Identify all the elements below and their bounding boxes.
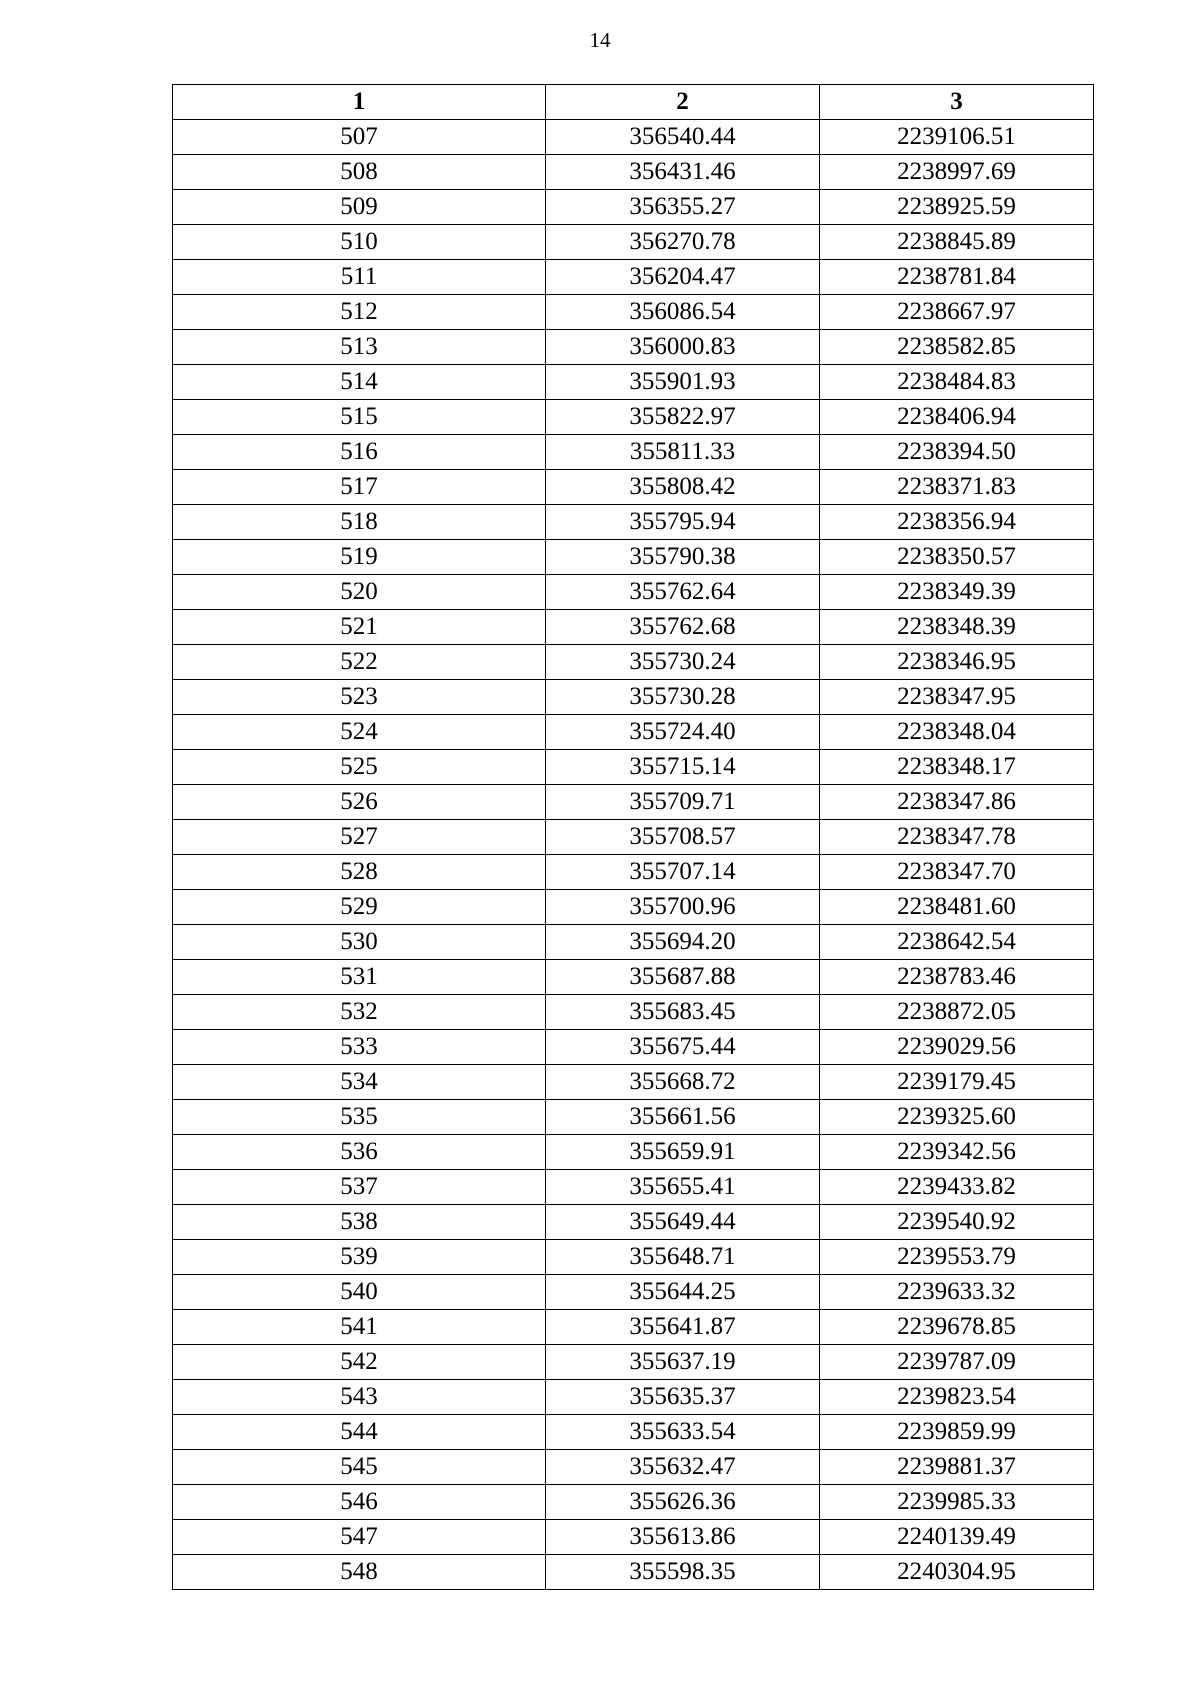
table-row bbox=[173, 1240, 1094, 1275]
y-coordinate-cell: 2238667.97 bbox=[820, 295, 1094, 330]
x-coordinate-cell: 355762.68 bbox=[546, 610, 820, 645]
y-coordinate-cell: 2239342.56 bbox=[820, 1135, 1094, 1170]
x-coordinate-cell: 355626.36 bbox=[546, 1485, 820, 1520]
y-coordinate-cell: 2238356.94 bbox=[820, 505, 1094, 540]
x-coordinate-cell: 355637.19 bbox=[546, 1345, 820, 1380]
table-row bbox=[173, 505, 1094, 540]
table-row bbox=[173, 715, 1094, 750]
table-row bbox=[173, 470, 1094, 505]
coordinates-table bbox=[172, 84, 1094, 1590]
point-number-cell: 546 bbox=[173, 1485, 546, 1520]
y-coordinate-cell: 2238347.70 bbox=[820, 855, 1094, 890]
x-coordinate-cell: 355655.41 bbox=[546, 1170, 820, 1205]
y-coordinate-cell: 2239540.92 bbox=[820, 1205, 1094, 1240]
x-coordinate-cell: 356086.54 bbox=[546, 295, 820, 330]
table-row bbox=[173, 960, 1094, 995]
table-row bbox=[173, 1135, 1094, 1170]
point-number-cell: 535 bbox=[173, 1100, 546, 1135]
table-row bbox=[173, 155, 1094, 190]
table-row bbox=[173, 1170, 1094, 1205]
point-number-cell: 547 bbox=[173, 1520, 546, 1555]
y-coordinate-cell: 2238582.85 bbox=[820, 330, 1094, 365]
point-number-cell: 539 bbox=[173, 1240, 546, 1275]
point-number-cell: 513 bbox=[173, 330, 546, 365]
x-coordinate-cell: 355790.38 bbox=[546, 540, 820, 575]
table-row bbox=[173, 540, 1094, 575]
x-coordinate-cell: 355724.40 bbox=[546, 715, 820, 750]
table-row bbox=[173, 645, 1094, 680]
x-coordinate-cell: 355709.71 bbox=[546, 785, 820, 820]
y-coordinate-cell: 2239881.37 bbox=[820, 1450, 1094, 1485]
y-coordinate-cell: 2240139.49 bbox=[820, 1520, 1094, 1555]
table-row bbox=[173, 365, 1094, 400]
point-number-cell: 520 bbox=[173, 575, 546, 610]
x-coordinate-cell: 355675.44 bbox=[546, 1030, 820, 1065]
y-coordinate-cell: 2239179.45 bbox=[820, 1065, 1094, 1100]
y-coordinate-cell: 2238347.95 bbox=[820, 680, 1094, 715]
y-coordinate-cell: 2238781.84 bbox=[820, 260, 1094, 295]
y-coordinate-cell: 2239106.51 bbox=[820, 120, 1094, 155]
y-coordinate-cell: 2238350.57 bbox=[820, 540, 1094, 575]
point-number-cell: 528 bbox=[173, 855, 546, 890]
table-row bbox=[173, 330, 1094, 365]
y-coordinate-cell: 2240304.95 bbox=[820, 1555, 1094, 1590]
table-row bbox=[173, 1555, 1094, 1590]
x-coordinate-cell: 355649.44 bbox=[546, 1205, 820, 1240]
y-coordinate-cell: 2238347.86 bbox=[820, 785, 1094, 820]
y-coordinate-cell: 2238406.94 bbox=[820, 400, 1094, 435]
point-number-cell: 538 bbox=[173, 1205, 546, 1240]
x-coordinate-cell: 355641.87 bbox=[546, 1310, 820, 1345]
y-coordinate-cell: 2238484.83 bbox=[820, 365, 1094, 400]
table-row bbox=[173, 1100, 1094, 1135]
x-coordinate-cell: 356540.44 bbox=[546, 120, 820, 155]
y-coordinate-cell: 2239553.79 bbox=[820, 1240, 1094, 1275]
x-coordinate-cell: 355661.56 bbox=[546, 1100, 820, 1135]
point-number-cell: 524 bbox=[173, 715, 546, 750]
table-row bbox=[173, 1345, 1094, 1380]
table-row bbox=[173, 785, 1094, 820]
x-coordinate-cell: 355762.64 bbox=[546, 575, 820, 610]
x-coordinate-cell: 355707.14 bbox=[546, 855, 820, 890]
column-header-2: 2 bbox=[546, 85, 820, 120]
x-coordinate-cell: 356431.46 bbox=[546, 155, 820, 190]
table-row bbox=[173, 890, 1094, 925]
point-number-cell: 518 bbox=[173, 505, 546, 540]
table-row bbox=[173, 295, 1094, 330]
table-row bbox=[173, 575, 1094, 610]
point-number-cell: 510 bbox=[173, 225, 546, 260]
y-coordinate-cell: 2238349.39 bbox=[820, 575, 1094, 610]
y-coordinate-cell: 2239029.56 bbox=[820, 1030, 1094, 1065]
point-number-cell: 522 bbox=[173, 645, 546, 680]
x-coordinate-cell: 355613.86 bbox=[546, 1520, 820, 1555]
point-number-cell: 531 bbox=[173, 960, 546, 995]
point-number-cell: 527 bbox=[173, 820, 546, 855]
point-number-cell: 525 bbox=[173, 750, 546, 785]
point-number-cell: 508 bbox=[173, 155, 546, 190]
table-row bbox=[173, 820, 1094, 855]
point-number-cell: 507 bbox=[173, 120, 546, 155]
x-coordinate-cell: 355668.72 bbox=[546, 1065, 820, 1100]
x-coordinate-cell: 356270.78 bbox=[546, 225, 820, 260]
point-number-cell: 532 bbox=[173, 995, 546, 1030]
x-coordinate-cell: 355811.33 bbox=[546, 435, 820, 470]
y-coordinate-cell: 2239787.09 bbox=[820, 1345, 1094, 1380]
x-coordinate-cell: 356355.27 bbox=[546, 190, 820, 225]
y-coordinate-cell: 2238783.46 bbox=[820, 960, 1094, 995]
point-number-cell: 516 bbox=[173, 435, 546, 470]
y-coordinate-cell: 2239859.99 bbox=[820, 1415, 1094, 1450]
table-row bbox=[173, 1415, 1094, 1450]
x-coordinate-cell: 355808.42 bbox=[546, 470, 820, 505]
table-row bbox=[173, 1205, 1094, 1240]
x-coordinate-cell: 355901.93 bbox=[546, 365, 820, 400]
point-number-cell: 543 bbox=[173, 1380, 546, 1415]
point-number-cell: 511 bbox=[173, 260, 546, 295]
table-row bbox=[173, 225, 1094, 260]
point-number-cell: 529 bbox=[173, 890, 546, 925]
x-coordinate-cell: 355648.71 bbox=[546, 1240, 820, 1275]
y-coordinate-cell: 2239325.60 bbox=[820, 1100, 1094, 1135]
x-coordinate-cell: 355659.91 bbox=[546, 1135, 820, 1170]
point-number-cell: 537 bbox=[173, 1170, 546, 1205]
table-row bbox=[173, 1275, 1094, 1310]
table-row bbox=[173, 400, 1094, 435]
point-number-cell: 530 bbox=[173, 925, 546, 960]
table-row bbox=[173, 855, 1094, 890]
x-coordinate-cell: 355700.96 bbox=[546, 890, 820, 925]
table-row bbox=[173, 995, 1094, 1030]
table-row bbox=[173, 750, 1094, 785]
point-number-cell: 534 bbox=[173, 1065, 546, 1100]
point-number-cell: 514 bbox=[173, 365, 546, 400]
x-coordinate-cell: 355730.28 bbox=[546, 680, 820, 715]
table-row bbox=[173, 1520, 1094, 1555]
x-coordinate-cell: 355730.24 bbox=[546, 645, 820, 680]
column-header-3: 3 bbox=[820, 85, 1094, 120]
point-number-cell: 548 bbox=[173, 1555, 546, 1590]
y-coordinate-cell: 2238872.05 bbox=[820, 995, 1094, 1030]
table-row bbox=[173, 1380, 1094, 1415]
point-number-cell: 512 bbox=[173, 295, 546, 330]
y-coordinate-cell: 2238925.59 bbox=[820, 190, 1094, 225]
table-row bbox=[173, 610, 1094, 645]
x-coordinate-cell: 356000.83 bbox=[546, 330, 820, 365]
x-coordinate-cell: 355598.35 bbox=[546, 1555, 820, 1590]
column-header-1: 1 bbox=[173, 85, 546, 120]
y-coordinate-cell: 2239823.54 bbox=[820, 1380, 1094, 1415]
point-number-cell: 517 bbox=[173, 470, 546, 505]
point-number-cell: 526 bbox=[173, 785, 546, 820]
y-coordinate-cell: 2238348.04 bbox=[820, 715, 1094, 750]
table-row bbox=[173, 1065, 1094, 1100]
y-coordinate-cell: 2238845.89 bbox=[820, 225, 1094, 260]
y-coordinate-cell: 2239633.32 bbox=[820, 1275, 1094, 1310]
table-row bbox=[173, 680, 1094, 715]
x-coordinate-cell: 356204.47 bbox=[546, 260, 820, 295]
point-number-cell: 536 bbox=[173, 1135, 546, 1170]
table-row bbox=[173, 1310, 1094, 1345]
y-coordinate-cell: 2238347.78 bbox=[820, 820, 1094, 855]
table-row bbox=[173, 1450, 1094, 1485]
point-number-cell: 515 bbox=[173, 400, 546, 435]
x-coordinate-cell: 355795.94 bbox=[546, 505, 820, 540]
x-coordinate-cell: 355715.14 bbox=[546, 750, 820, 785]
y-coordinate-cell: 2239433.82 bbox=[820, 1170, 1094, 1205]
table-body bbox=[173, 120, 1094, 1590]
x-coordinate-cell: 355635.37 bbox=[546, 1380, 820, 1415]
x-coordinate-cell: 355632.47 bbox=[546, 1450, 820, 1485]
point-number-cell: 542 bbox=[173, 1345, 546, 1380]
point-number-cell: 523 bbox=[173, 680, 546, 715]
point-number-cell: 519 bbox=[173, 540, 546, 575]
y-coordinate-cell: 2238346.95 bbox=[820, 645, 1094, 680]
y-coordinate-cell: 2239985.33 bbox=[820, 1485, 1094, 1520]
header-row bbox=[173, 85, 1094, 120]
point-number-cell: 509 bbox=[173, 190, 546, 225]
table-row bbox=[173, 1030, 1094, 1065]
table-row bbox=[173, 120, 1094, 155]
x-coordinate-cell: 355683.45 bbox=[546, 995, 820, 1030]
point-number-cell: 541 bbox=[173, 1310, 546, 1345]
table-row bbox=[173, 435, 1094, 470]
table-row bbox=[173, 925, 1094, 960]
x-coordinate-cell: 355822.97 bbox=[546, 400, 820, 435]
point-number-cell: 533 bbox=[173, 1030, 546, 1065]
x-coordinate-cell: 355687.88 bbox=[546, 960, 820, 995]
point-number-cell: 544 bbox=[173, 1415, 546, 1450]
table-row bbox=[173, 1485, 1094, 1520]
point-number-cell: 545 bbox=[173, 1450, 546, 1485]
table-row bbox=[173, 260, 1094, 295]
y-coordinate-cell: 2238348.17 bbox=[820, 750, 1094, 785]
x-coordinate-cell: 355633.54 bbox=[546, 1415, 820, 1450]
table-row bbox=[173, 190, 1094, 225]
y-coordinate-cell: 2239678.85 bbox=[820, 1310, 1094, 1345]
y-coordinate-cell: 2238348.39 bbox=[820, 610, 1094, 645]
point-number-cell: 521 bbox=[173, 610, 546, 645]
x-coordinate-cell: 355694.20 bbox=[546, 925, 820, 960]
x-coordinate-cell: 355644.25 bbox=[546, 1275, 820, 1310]
y-coordinate-cell: 2238997.69 bbox=[820, 155, 1094, 190]
x-coordinate-cell: 355708.57 bbox=[546, 820, 820, 855]
y-coordinate-cell: 2238394.50 bbox=[820, 435, 1094, 470]
point-number-cell: 540 bbox=[173, 1275, 546, 1310]
page-number: 14 bbox=[589, 28, 611, 52]
y-coordinate-cell: 2238371.83 bbox=[820, 470, 1094, 505]
y-coordinate-cell: 2238642.54 bbox=[820, 925, 1094, 960]
y-coordinate-cell: 2238481.60 bbox=[820, 890, 1094, 925]
